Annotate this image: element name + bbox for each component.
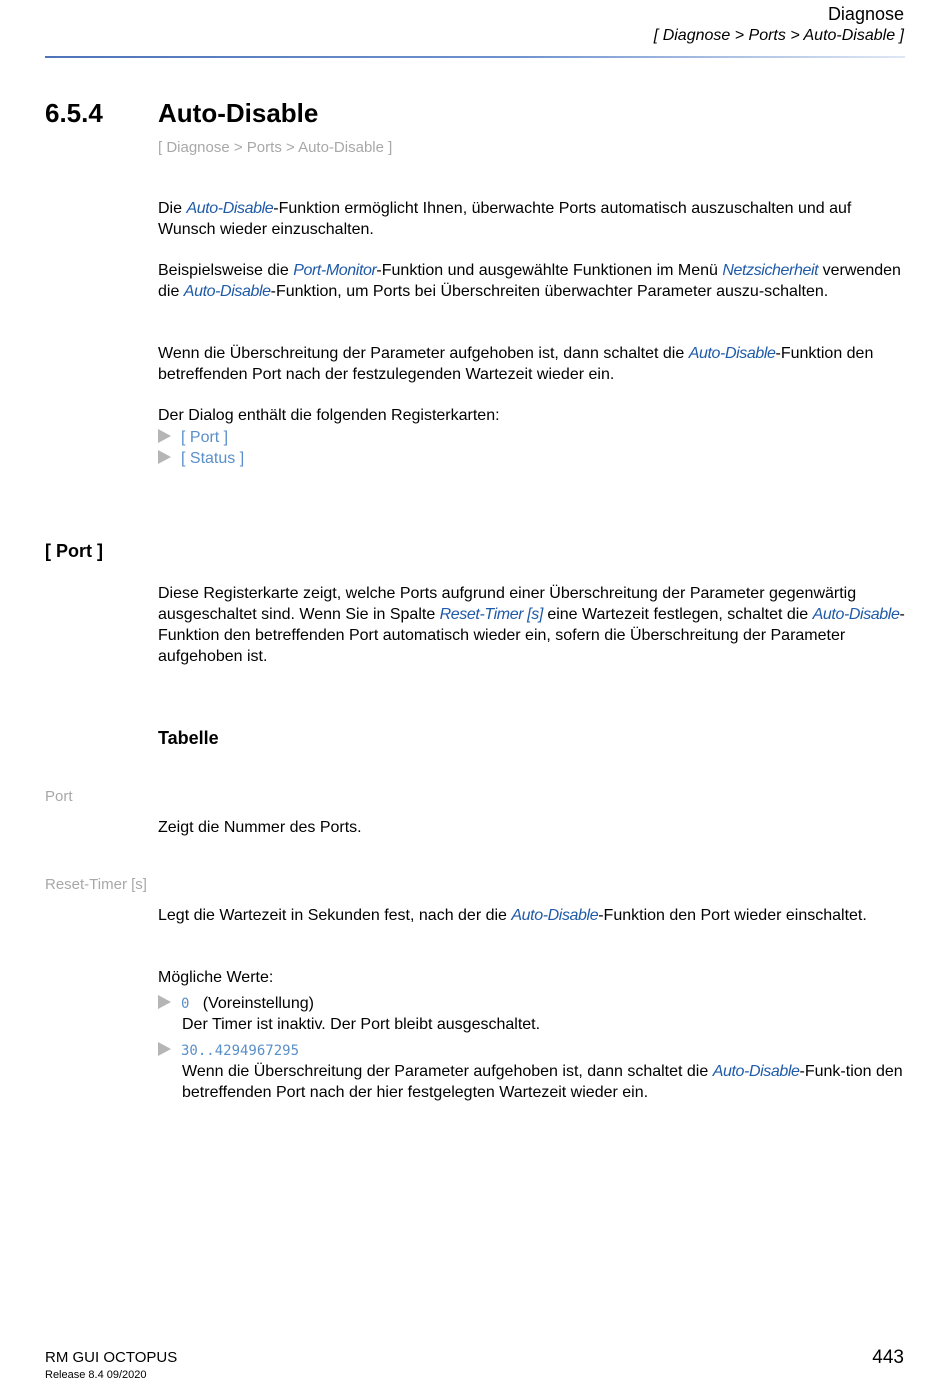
bullet-triangle-icon <box>158 450 171 464</box>
keyword-auto-disable: Auto-Disable <box>183 283 271 300</box>
page-number: 443 <box>872 1347 904 1368</box>
bullet-triangle-icon <box>158 1042 171 1056</box>
bullet-triangle-icon <box>158 995 171 1009</box>
running-header-title: Diagnose <box>827 4 904 24</box>
footer-release: Release 8.4 09/2020 <box>45 1369 147 1381</box>
section-number: 6.5.4 <box>45 98 103 128</box>
value-item-1 <box>158 1040 299 1062</box>
intro-paragraph-3: Wenn die Überschreitung der Parameter aufgehoben ist, dann schaltet die Auto-Disable-Funktion den betreffenden Port nach der festzulegenden Wartezeit wieder ein. <box>158 345 874 383</box>
bullet-triangle-icon <box>158 429 171 443</box>
param-label-port: Port <box>45 788 73 805</box>
param-desc-port: Zeigt die Nummer des Ports. <box>158 819 362 836</box>
port-paragraph: Diese Registerkarte zeigt, welche Ports aufgrund einer Überschreitung der Parameter gegenwärtig ausgeschaltet sind. Wenn Sie in Spalte Reset-Timer [s] eine Wartezeit festlegen, schaltet die Auto-Disable-Funktion den betreffenden Port automatisch wieder ein, sofern die Überschreitung der Parameter aufgehoben ist. <box>158 585 905 665</box>
keyword-port-monitor: Port-Monitor <box>293 262 377 279</box>
port-heading: [ Port ] <box>45 541 103 561</box>
intro-paragraph-2: Beispielsweise die Port-Monitor-Funktion und ausgewählte Funktionen im Menü Netzsicherheit verwenden die Auto-Disable-Funktion, um Ports bei Überschreiten überwachter Parameter auszu-schalten. <box>158 262 901 300</box>
header-divider <box>45 56 905 58</box>
param-label-reset-timer: Reset-Timer [s] <box>45 876 147 893</box>
keyword-netzsicherheit: Netzsicherheit <box>722 262 819 279</box>
keyword-auto-disable: Auto-Disable <box>511 907 599 924</box>
value-code: 30..4294967295 <box>181 1043 300 1059</box>
keyword-auto-disable: Auto-Disable <box>186 200 274 217</box>
keyword-reset-timer: Reset-Timer [s] <box>439 606 543 623</box>
value-code: 0 <box>181 996 190 1012</box>
intro-paragraph-1: Die Auto-Disable-Funktion ermöglicht Ihnen, überwachte Ports automatisch auszuschalten und auf Wunsch wieder einzuschalten. <box>158 200 852 238</box>
tab-link-port[interactable]: [ Port ] <box>158 427 228 448</box>
table-heading: Tabelle <box>158 728 219 748</box>
section-title: Auto-Disable <box>158 98 319 128</box>
running-header-path: [ Diagnose > Ports > Auto-Disable ] <box>653 27 904 44</box>
keyword-auto-disable: Auto-Disable <box>712 1063 800 1080</box>
keyword-auto-disable: Auto-Disable <box>812 606 900 623</box>
value-item-0: 0 (Voreinstellung) <box>158 993 314 1015</box>
values-intro: Mögliche Werte: <box>158 969 274 986</box>
param-desc-reset-timer: Legt die Wartezeit in Sekunden fest, nach der die Auto-Disable-Funktion den Port wieder einschaltet. <box>158 907 867 924</box>
intro-paragraph-4: Der Dialog enthält die folgenden Registerkarten: <box>158 407 500 424</box>
keyword-auto-disable: Auto-Disable <box>688 345 776 362</box>
tab-link-status[interactable]: [ Status ] <box>158 448 244 469</box>
value-desc-1: Wenn die Überschreitung der Parameter aufgehoben ist, dann schaltet die Auto-Disable-Funk-tion den betreffenden Port nach der hier festgelegten Wartezeit wieder ein. <box>182 1063 903 1101</box>
value-desc-0: Der Timer ist inaktiv. Der Port bleibt ausgeschaltet. <box>182 1016 541 1033</box>
section-path: [ Diagnose > Ports > Auto-Disable ] <box>158 139 393 156</box>
footer-product: RM GUI OCTOPUS <box>45 1349 178 1366</box>
